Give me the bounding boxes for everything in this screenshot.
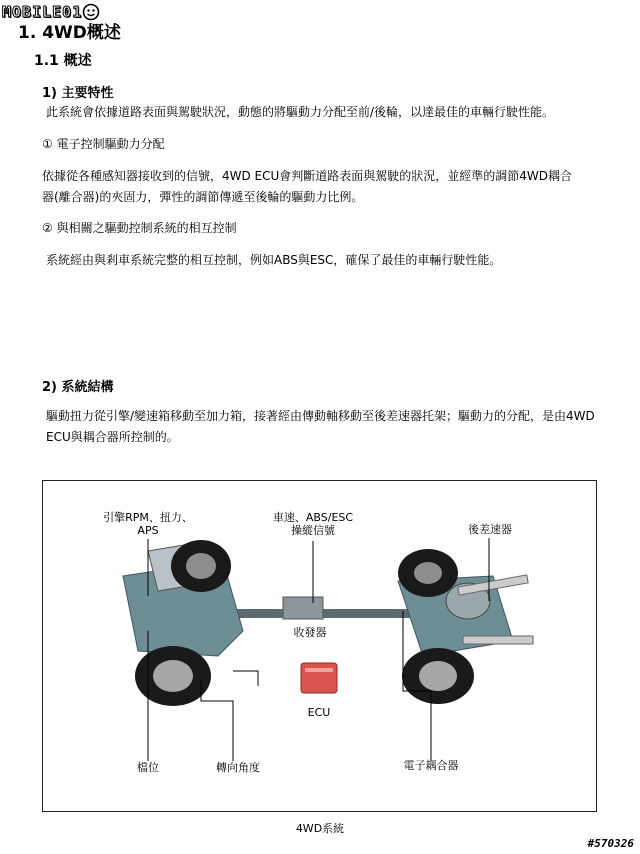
ecu-unit [301,663,337,693]
label-engine-line2: APS [137,524,159,537]
front-right-wheel [135,646,211,706]
transfer-case [283,597,323,619]
page-title: 1. 4WD概述 [18,23,121,43]
section-heading-overview: 1.1 概述 [34,53,92,69]
rear-shock-lower [463,636,533,644]
label-coupling: 電子耦合器 [403,759,459,772]
4wd-system-diagram [42,480,597,812]
rear-left-wheel [398,549,458,597]
label-ecu: ECU [307,706,331,719]
feature-intro: 此系統會依據道路表面與駕駛狀況，動態的將驅動力分配至前/後輪，以達最佳的車輛行駛性能。 [46,105,555,119]
item1-title: ① 電子控制驅動力分配 [42,137,165,151]
leader-ecu-left [233,671,258,686]
label-speed-line1: 車速、ABS/ESC [272,511,354,524]
label-engine [98,511,198,537]
structure-body: 驅動扭力從引擎/變速箱移動至加力箱，接著經由傳動軸移動至後差速器托架；驅動力的分配，是由4WD ECU與耦合器所控制的。 [46,409,595,444]
label-speed-line2: 操縱信號 [291,524,335,537]
label-gear: 檔位 [137,761,159,774]
label-rear-diff: 後差速器 [468,523,512,536]
figure-caption: 4WD系統 [295,822,345,835]
label-engine-line1: 引擎RPM、扭力、 [103,511,193,524]
logo-text: MOBILE01 [2,3,83,21]
front-left-wheel [171,540,231,592]
leader-steering [201,681,233,761]
label-transceiver: 收發器 [293,626,327,639]
post-id-watermark: #570326 [587,837,634,850]
label-steering: 轉向角度 [216,761,260,774]
rear-right-wheel [402,648,474,704]
item2-body: 系統經由與剎車系統完整的相互控制，例如ABS與ESC，確保了最佳的車輛行駛性能。 [46,253,502,267]
label-speed [265,511,361,537]
feature-heading: 1) 主要特性 [42,86,114,101]
item1-body: 依據從各種感知器接收到的信號，4WD ECU會判斷道路表面與駕駛的狀況，並經準的調節4WD耦合器(離合器)的夾固力，彈性的調節傳遞至後輪的驅動力比例。 [42,169,573,204]
item2-title: ② 與相關之驅動控制系統的相互控制 [42,221,237,235]
structure-heading: 2) 系統結構 [42,380,114,395]
